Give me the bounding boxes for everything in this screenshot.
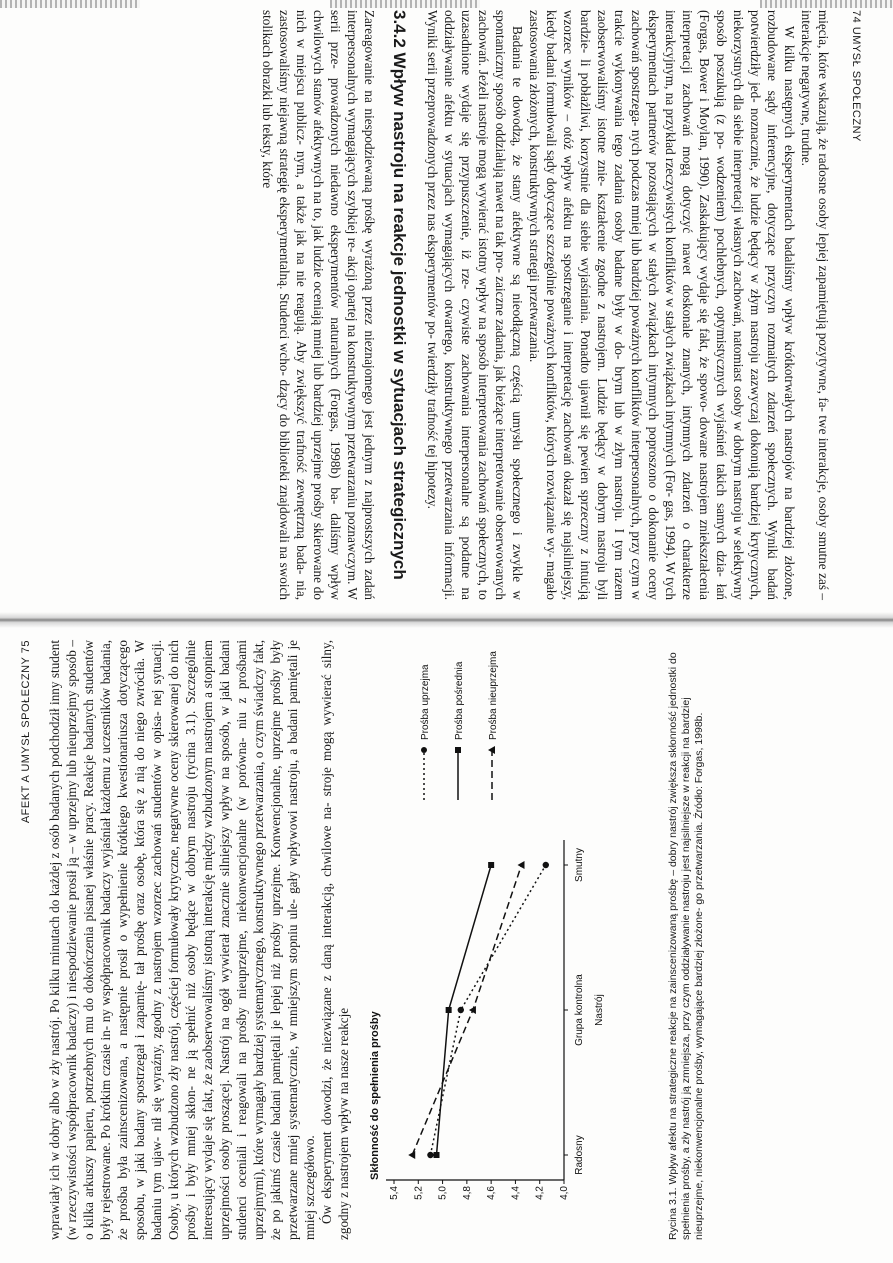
chart-point <box>408 1151 415 1159</box>
chart-series-line <box>412 865 521 1155</box>
paragraph: Zareagowanie na niespodziewaną prośbę wyrażoną przez nieznajomego jest jednym z najprostszych zadań interpersonalnych wymagających szybkiej re- akcji opartej na konstruktywnym przetwarzaniu poznawczym. W serii prze- prowadzonych niedawno eksperymentów naturalnych (Forgas, 1998b) ba- daliśmy wpływ chwilowych stanów afektywnych na to, jak ludzie oceniają mniej lub bardziej uprzejme prośby skierowane do nich w miejscu publicz- nym, a także jak na nie reagują. Aby zwiększyć trafność zewnętrzną bada- nia, zastosowaliśmy niejawną strategię eksperymentalną. Studenci wcho- dzący do biblioteki znajdowali na swoich stolikach obrazki lub teksty, które <box>260 10 377 600</box>
chart-y-tick-label: 4,6 <box>486 1186 498 1200</box>
chart-x-tick-label: Smutny <box>574 848 585 882</box>
paragraph: Badania te dowodzą, że stany afektywne są nieodłączną częścią umysłu społecznego i zwykle w spontaniczny sposób oddziałują nawet na tak pro- zaiczne zadania, jak bieżące interpretowanie obserwowanych zachowań. Jeżeli nastroje mogą wywierać istotny wpływ na sposób interpretowania zachowań społecznych, to uzasadnione wydaje się przypuszczenie, iż rze- czywiste zachowania interpersonalne są podatne na oddziaływanie afektu w sytuacjach wymagających otwartego, konstruktywnego przetwarzania informacji. Wyniki serii przeprowadzonych przez nas eksperymentów po- twierdziły trafność tej hipotezy. <box>425 10 525 600</box>
chart-legend-marker <box>455 747 461 753</box>
chart-legend-label: Prośba nieuprzejma <box>488 651 499 740</box>
figure <box>364 640 706 1240</box>
paragraph: W kilku następnych eksperymentach badaliśmy wpływ krótkotrwałych nastrojów na bardziej złożone, rozbudowane sądy inferencyjne, dotyczące przyczyn rozmaitych zdarzeń społecznych. Wyniki badań potwierdziły jed- noznacznie, że ludzie będący w złym nastroju zazwyczaj dokonują bardziej krytycznych, niekorzystnych dla siebie interpretacji własnych zachowań, natomiast osoby w dobrym nastroju w selektywny sposób poszukują (z po- wodzeniem) pochlebnych, optymistycznych wyjaśnień takich samych dzia- łań (Forgas, Bower i Moylan, 1990). Zaskakujący wydaje się fakt, że spowo- dowane nastrojem zniekształcenia interpretacji zachowań mogą dotyczyć nawet doskonale znanych, intymnych zdarzeń o charakterze interakcyjnym, na przykład rzeczywistych konfliktów w stałych związkach intymnych (For- gas, 1994). W tych eksperymentach partnerów pozostających w stałych związkach intymnych poproszono o dokonanie oceny zachowań spostrzega- nych podczas mniej lub bardziej poważnych konfliktów interpersonalnych, przy czym w trakcie wykonywania tego zadania osoby badane były w do- brym lub w złym nastroju. I tym razem zaobserwowaliśmy istotne znie- kształcenie zgodne z nastrojem. Ludzie będący w dobrym nastroju byli bardzie- li pobłażliwi, korzystnie dla siebie wyjaśniania. Ponadto ujawnił się pewien sprzeczny z intuicją wzorzec wyników – otóż wpływ afektu na spostrzeganie i interpretację zachowań okazał się najsilniejszy, kiedy badani formułowali sądy dotyczące szczególnie poważnych konfliktów, których rozwiązanie wy- magało zastosowania złożonych, konstruktywnych strategii przetwarzania. <box>527 10 797 600</box>
chart-legend-label: Prośba pośrednia <box>454 661 465 740</box>
right-page <box>0 620 893 1263</box>
chart-y-tick-label: 4,4 <box>510 1186 522 1200</box>
chart-point <box>434 1152 440 1158</box>
chart-x-tick-label: Grupa kontrolna <box>574 974 585 1046</box>
chart-y-tick-label: 5,2 <box>413 1186 425 1200</box>
paragraph: mięcia, które wskazują, że radosne osoby lepiej zapamiętują pozytywne, fa- twe interakcje, osoby smutne zaś – interakcje negatywne, trudne. <box>799 10 831 600</box>
chart-y-tick-label: 4,2 <box>534 1186 546 1200</box>
line-chart <box>364 640 654 1240</box>
page-header-left: 74 UMYSŁ SPOŁECZNY <box>850 10 862 142</box>
paragraph: wprawiały ich w dobry albo w zły nastrój. Po kilku minutach do każdej z osób badanych podchodził inny student (w rzeczywistości współpracownik badaczy) i niespodziewanie prosił ją – w uprzejmy lub nieuprzejmy sposób – o kilka arkuszy papieru, potrzebnych mu do dokończenia pisanej właśnie pracy. Reakcje badanych studentów były rejestrowane. Po krótkim czasie in- ny współpracownik badaczy wyjaśniał każdemu z uczestników badania, że prośba była zainscenizowana, a następnie prosił o wypełnienie krótkiego kwestionariusza dotyczącego sposobu, w jaki badany spostrzegał i zapamię- tał prośbę oraz osobę, która się z nią do niego zwróciła. W badaniu tym ujaw- nił się wyraźny, zgodny z nastrojem wzorzec zachowań studentów w opisa- nej sytuacji. Osoby, u których wzbudzono zły nastrój, częściej formułowały krytyczne, negatywne oceny skierowanej do nich prośby i były mniej skłon- ne ją spełnić niż osoby będące w dobrym nastroju (rycina 3.1). Szczególnie interesujący wydaje się fakt, że zaobserwowaliśmy istotną interakcję między wzbudzonym nastrojem a stopniem uprzejmości osoby proszącej. Nastrój na ogół wywierał znacznie silniejszy wpływ na sposób, w jaki badani studenci oceniali i reagowali na prośby nieuprzejme, niekonwencjonalne (w porówna- niu z prośbami uprzejmymi), które wymagały bardziej systematycznego, konstruktywnego przetwarzania, o czym świadczy fakt, że po jakimś czasie badani pamiętali je lepiej niż prośby uprzejme. Konwencjonalne, uprzejme prośby były przetwarzane mniej systematycznie, w mniejszym stopniu ule- gały wpływowi nastroju, a badani pamiętali je mniej szczegółowo. <box>47 640 317 1240</box>
figure-caption: Rycina 3.1. Wpływ afektu na strategiczne reakcje na zainscenizowaną prośbę – dobry nastrój zwiększa skłonność jednostki do spełnienia prośby, a zły nastrój ją zmniejsza, przy czym oddziaływanie nastroju jest najsilniejsze w reakcji na bardziej nieuprzejme, niekonwencjonalne prośby, wymagające bardziej złożone- go przetwarzania. Źródło: Forgas, 1998b. <box>667 652 705 1240</box>
left-page-content <box>42 10 862 600</box>
left-page <box>0 0 893 620</box>
paragraph: Ów eksperyment dowodzi, że niezwiązane z daną interakcją, chwilowe na- stroje mogą wywierać silny, zgodny z nastrojem wpływ na nasze reakcje <box>319 640 351 1240</box>
chart-y-tick-label: 5,4 <box>389 1186 400 1200</box>
chart-y-tick-label: 5,0 <box>437 1186 449 1200</box>
chart-legend-marker <box>421 747 427 753</box>
chart-x-tick-label: Radosny <box>574 1135 585 1175</box>
chart-point <box>518 861 525 869</box>
chart-point <box>458 1007 464 1013</box>
chart-point <box>543 862 549 868</box>
chart-x-axis-label: Nastrój <box>594 994 605 1026</box>
chart-y-axis-label: Skłonność do spełnienia prośby <box>369 1011 381 1180</box>
chart-y-tick-label: 4,8 <box>461 1186 473 1200</box>
page-header-right: AFEKT A UMYSŁ SPOŁECZNY 75 <box>20 640 32 824</box>
chart-legend-label: Prośba uprzejma <box>420 664 431 740</box>
right-page-content <box>20 640 870 1240</box>
section-title: 3.4.2 Wpływ nastroju na reakcje jednostki w sytuacjach strategicznych <box>390 10 409 580</box>
chart-point <box>488 862 494 868</box>
chart-point <box>446 1007 452 1013</box>
chart-point <box>427 1152 433 1158</box>
chart-y-tick-label: 4,0 <box>559 1186 570 1200</box>
